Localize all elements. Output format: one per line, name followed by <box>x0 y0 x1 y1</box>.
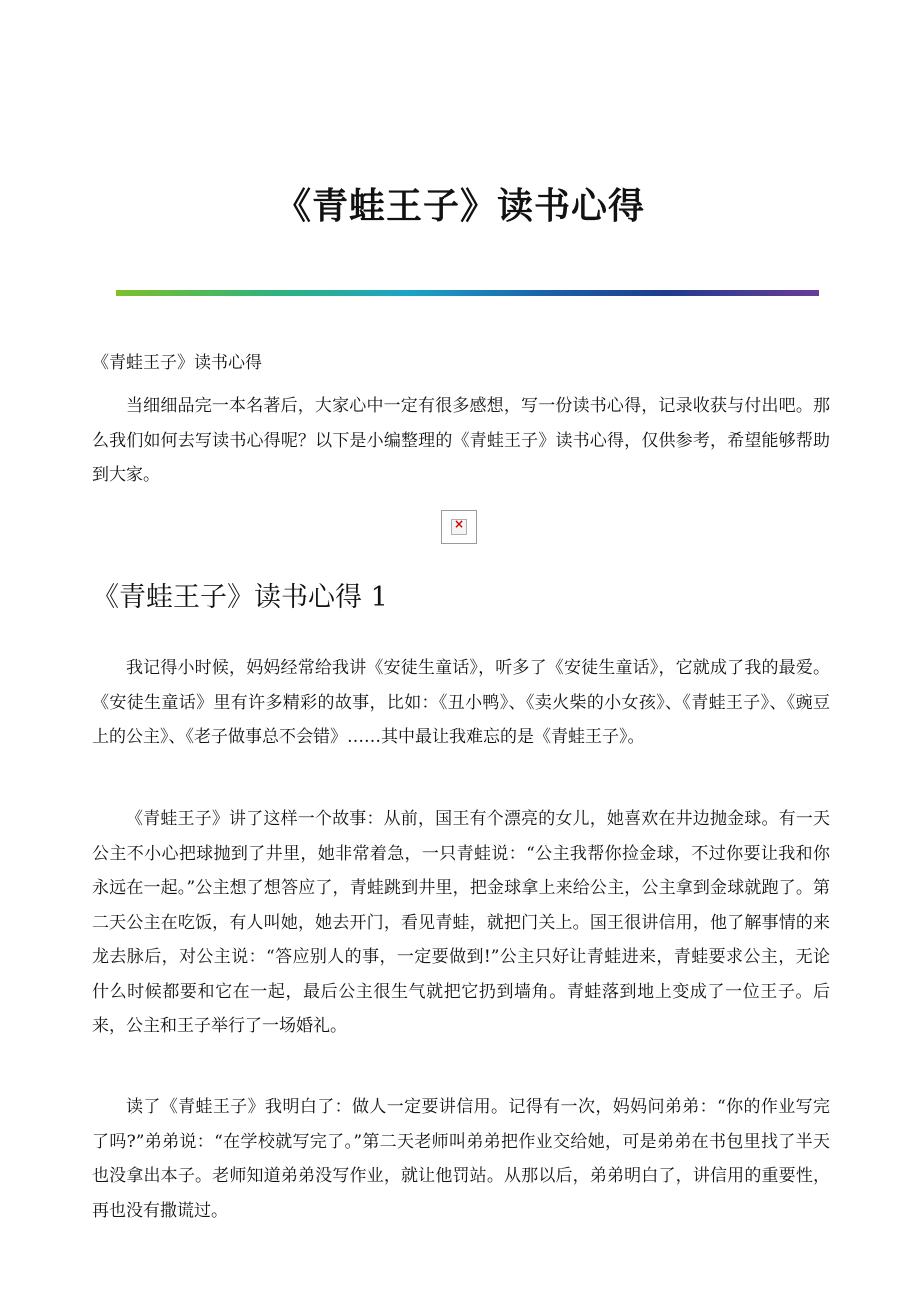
close-icon: × <box>453 517 465 531</box>
title-divider <box>116 290 819 296</box>
intro-paragraph: 当细细品完一本名著后，大家心中一定有很多感想，写一份读书心得，记录收获与付出吧。那么我们如何去写读书心得呢？以下是小编整理的《青蛙王子》读书心得，仅供参考，希望能够帮助到大家。 <box>92 396 830 485</box>
paragraph-1: 我记得小时候，妈妈经常给我讲《安徒生童话》，听多了《安徒生童话》，它就成了我的最爱。《安徒生童话》里有许多精彩的故事，比如：《丑小鸭》、《卖火柴的小女孩》、《青蛙王子》、《豌豆上的公主》、《老子做事总不会错》……其中最让我难忘的是《青蛙王子》。 <box>92 658 830 747</box>
paragraph-2: 《青蛙王子》讲了这样一个故事：从前，国王有个漂亮的女儿，她喜欢在井边抛金球。有一天公主不小心把球抛到了井里，她非常着急，一只青蛙说：“公主我帮你捡金球，不过你要让我和你永远在一起。”公主想了想答应了，青蛙跳到井里，把金球拿上来给公主，公主拿到金球就跑了。第二天公主在吃饭，有人叫她，她去开门，看见青蛙，就把门关上。国王很讲信用，他了解事情的来龙去脉后，对公主说：“答应别人的事，一定要做到!”公主只好让青蛙进来，青蛙要求公主，无论什么时候都要和它在一起，最后公主很生气就把它扔到墙角。青蛙落到地上变成了一位王子。后来，公主和王子举行了一场婚礼。 <box>92 809 830 1036</box>
document-subtitle: 《青蛙王子》读书心得 <box>92 353 262 373</box>
section-heading: 《青蛙王子》读书心得 1 <box>92 582 388 613</box>
document-title: 《青蛙王子》读书心得 <box>274 185 645 227</box>
image-frame <box>451 519 467 535</box>
broken-image-icon <box>441 510 477 544</box>
paragraph-3: 读了《青蛙王子》我明白了：做人一定要讲信用。记得有一次，妈妈问弟弟：“你的作业写完了吗?”弟弟说：“在学校就写完了。”第二天老师叫弟弟把作业交给她，可是弟弟在书包里找了半天也没拿出本子。老师知道弟弟没写作业，就让他罚站。从那以后，弟弟明白了，讲信用的重要性，再也没有撒谎过。 <box>92 1097 830 1221</box>
